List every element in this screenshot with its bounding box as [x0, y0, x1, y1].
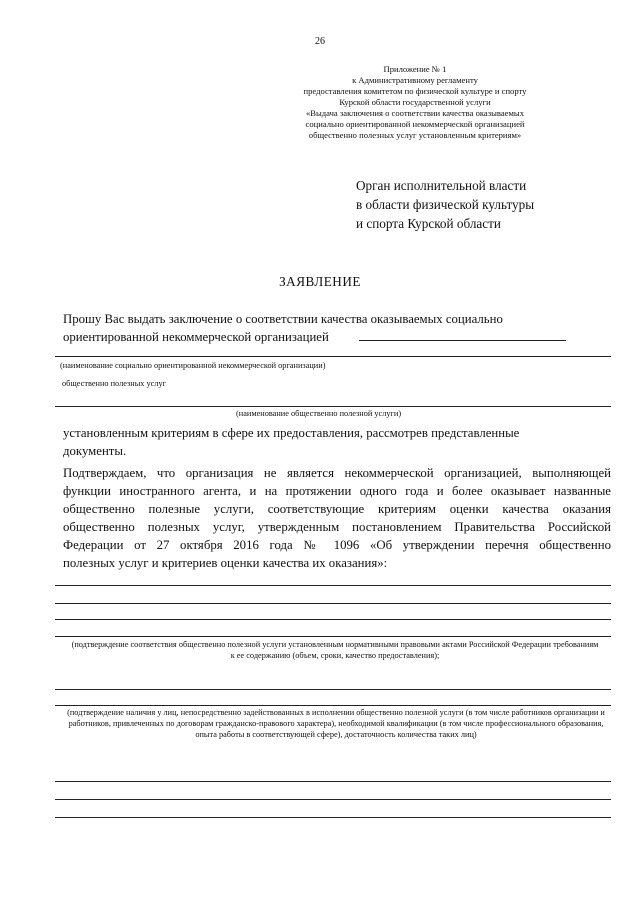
service-name-caption: (наименование общественно полезной услуги) — [236, 409, 402, 418]
fill-line-4[interactable] — [55, 636, 611, 637]
request-line-2 — [63, 328, 623, 346]
fill-line-6[interactable] — [55, 705, 611, 706]
addressee-line: Орган исполнительной власти — [356, 178, 527, 193]
request-line-2-text: ориентированной некоммерческой организацией — [63, 330, 329, 344]
fill-line-8[interactable] — [55, 799, 611, 800]
appendix-line: общественно полезных услуг установленным критериям» — [308, 130, 522, 140]
fill-line-9[interactable] — [55, 817, 611, 818]
confirmation-line: общественно полезных услуг, утвержденным постановлением Правительства Российской — [63, 520, 611, 534]
normative-caption: (подтверждение соответствия общественно полезной услуги установленным нормативными правовыми актами Российской Федерации требованиям к ее содержанию (объем, сроки, качество предоставления); — [71, 640, 599, 660]
addressee-line: в области физической культуры — [356, 197, 535, 212]
appendix-line: социально ориентированной некоммерческой организацией — [305, 119, 525, 129]
fill-line-5[interactable] — [55, 689, 611, 690]
addressee-block — [356, 176, 626, 233]
appendix-header — [250, 64, 580, 141]
org-name-line[interactable] — [55, 356, 611, 357]
criteria-line-2: документы. — [63, 444, 127, 458]
criteria-paragraph — [63, 424, 611, 460]
page-number: 26 — [315, 36, 325, 47]
staff-caption: (подтверждение наличия у лиц, непосредственно задействованных в исполнении общественно полезной услуги (в том числе работников организации и работников, привлеченных по договорам гражданско-правового характера), необходимой квалификации (в том числе профессионального образования, опыта работы в соответствующей сфере), достаточность количества таких лиц) — [67, 708, 605, 739]
request-line-1: Прошу Вас выдать заключение о соответствии качества оказываемых социально — [63, 312, 503, 326]
confirmation-line: функции иностранного агента, и на протяжении одного года и более оказывает названные — [63, 484, 611, 498]
confirmation-paragraph — [63, 464, 611, 572]
criteria-line-1: установленным критериям в сфере их предоставления, рассмотрев представленные — [63, 426, 520, 440]
appendix-line: Курской области государственной услуги — [339, 97, 491, 107]
confirmation-line: Подтверждаем, что организация не является некоммерческой организацией, выполняющей — [63, 466, 611, 480]
fill-line-7[interactable] — [55, 781, 611, 782]
confirmation-line: Федерации от 27 октября 2016 года № 1096 «Об утверждении перечня общественно — [63, 538, 611, 552]
appendix-line: предоставления комитетом по физической культуре и спорту — [303, 86, 527, 96]
document-title: ЗАЯВЛЕНИЕ — [279, 274, 361, 289]
fill-line-3[interactable] — [55, 619, 611, 620]
fill-line-2[interactable] — [55, 603, 611, 604]
service-name-line[interactable] — [55, 406, 611, 407]
appendix-line: «Выдача заключения о соответствии качества оказываемых — [305, 108, 525, 118]
appendix-line: Приложение № 1 — [383, 64, 447, 74]
useful-services-label: общественно полезных услуг — [62, 379, 167, 388]
fill-line-1[interactable] — [55, 585, 611, 586]
org-name-caption: (наименование социально ориентированной некоммерческой организации) — [60, 361, 326, 370]
confirmation-line: полезных услуг и критериев оценки качества их оказания»: — [63, 556, 388, 570]
org-name-blank[interactable] — [359, 340, 566, 341]
confirmation-line: общественно полезные услуги, соответствующие критериям оценки качества оказания — [63, 502, 611, 516]
appendix-line: к Административному регламенту — [352, 75, 478, 85]
addressee-line: и спорта Курской области — [356, 216, 501, 231]
